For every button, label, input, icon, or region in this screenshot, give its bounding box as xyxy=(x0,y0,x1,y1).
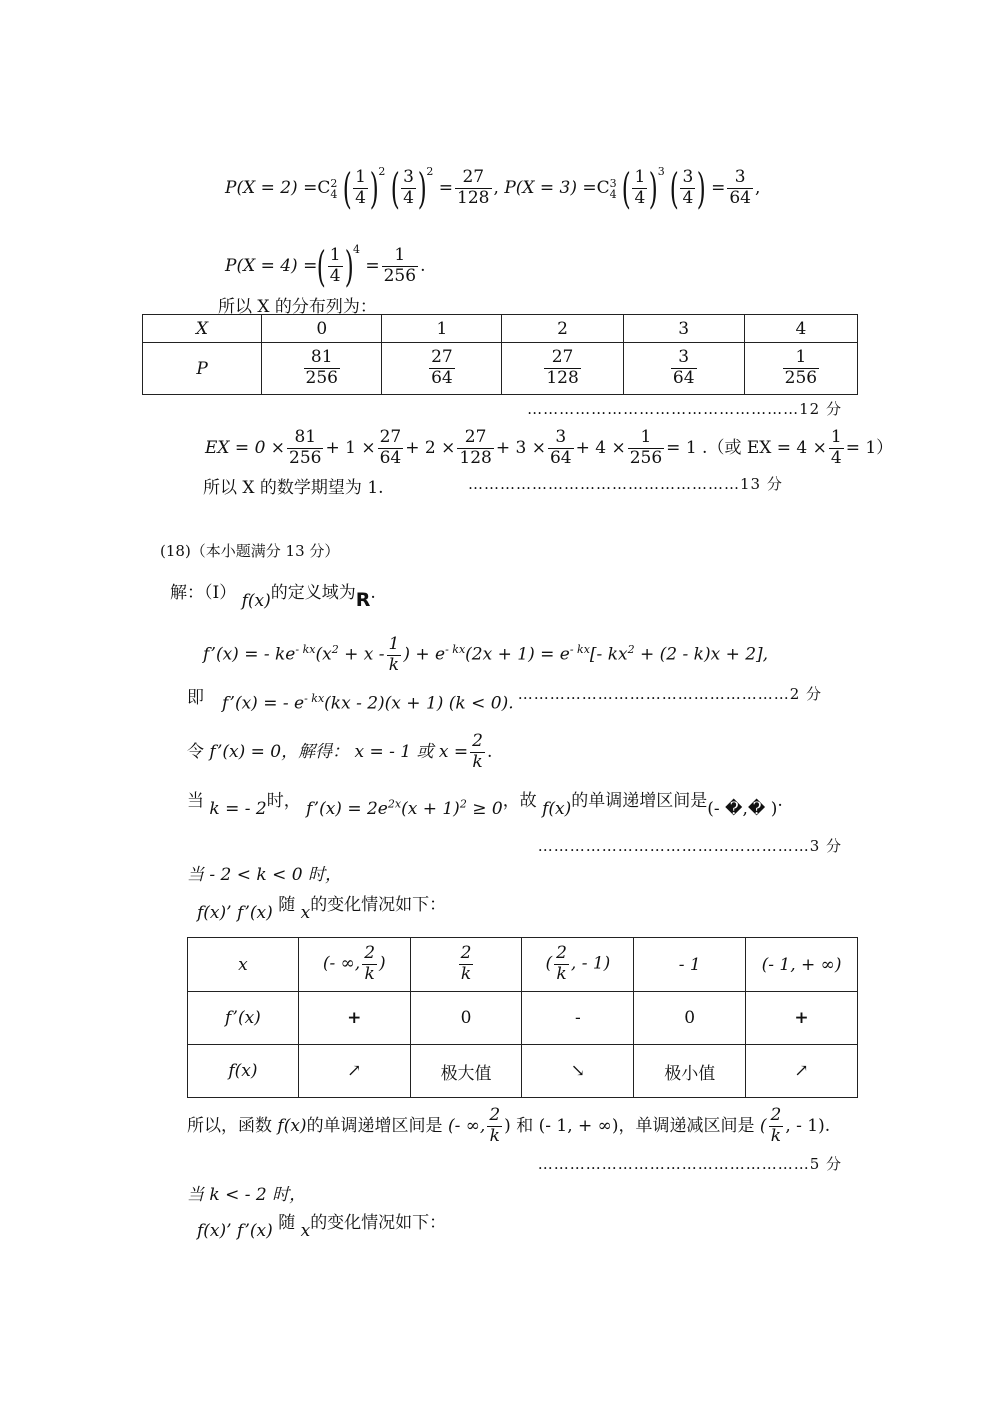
num: 1 xyxy=(382,246,418,267)
table-cell: 极小值 xyxy=(634,1045,746,1098)
den: k xyxy=(472,752,483,772)
critical-points-line xyxy=(187,726,492,778)
table-header-p: P xyxy=(143,343,262,395)
monotonicity-table xyxy=(187,937,858,1098)
interval-frac xyxy=(362,944,377,984)
conclusion-text: 的单调递增区间是 xyxy=(306,1116,443,1136)
case3-text: 的变化情况如下： xyxy=(310,1213,447,1233)
equals: = xyxy=(711,178,726,198)
ex-t3 xyxy=(457,428,493,468)
num: 27 xyxy=(455,168,491,189)
paren-close: ) xyxy=(369,163,379,213)
deriv-part: + (2 - k)x + 2], xyxy=(634,644,769,665)
case1-square: 2 xyxy=(459,797,467,811)
distribution-table xyxy=(142,314,858,395)
period: . xyxy=(420,256,426,276)
num: 2 xyxy=(489,1105,501,1126)
deriv-square: 2 xyxy=(627,643,635,656)
deriv-part: (x xyxy=(315,644,332,665)
deriv-part: ) + e xyxy=(403,644,446,665)
table-cell: 0 xyxy=(410,992,522,1045)
num: 27 xyxy=(457,428,493,449)
num: 2 xyxy=(460,943,472,964)
equals: = xyxy=(438,178,454,198)
deriv2-end: . xyxy=(508,693,514,714)
case1-k: k = - 2 xyxy=(209,799,267,819)
num: 2 xyxy=(472,731,483,752)
deriv2-sup: - kx xyxy=(304,692,325,705)
deriv-sup: - kx xyxy=(569,643,590,656)
interval-post: , - 1) xyxy=(785,1116,825,1136)
interval-frac xyxy=(554,944,569,984)
equals: = xyxy=(303,178,318,198)
num: 81 xyxy=(304,348,340,369)
interval: (- 1, + ∞) xyxy=(538,1116,619,1136)
case3-fx: f(x)’ xyxy=(197,1221,232,1241)
ex-plus: + 3 × xyxy=(495,438,546,458)
num: 27 xyxy=(431,347,453,368)
case1-label: 当 xyxy=(187,791,204,811)
score-13: ……………………………………………13 分 xyxy=(468,475,783,493)
den: 256 xyxy=(383,266,417,286)
p4-lhs: P(X = 4) xyxy=(225,256,298,276)
domain-fx: f(x) xyxy=(241,591,271,611)
num: 3 xyxy=(548,428,574,449)
table-cell: 0 xyxy=(262,315,382,343)
conclusion-fx: f(x) xyxy=(277,1116,307,1136)
deriv-part: + x - xyxy=(338,644,385,665)
den: k xyxy=(388,654,400,675)
num: 2 xyxy=(364,943,376,964)
p3-frac1 xyxy=(632,168,647,208)
ling-label: 令 xyxy=(187,742,204,762)
domain-line xyxy=(170,578,376,611)
table-row xyxy=(188,992,858,1045)
ex-lhs: EX = 0 × xyxy=(205,438,286,458)
num: 1 xyxy=(329,245,341,266)
interval-post: , - 1) xyxy=(570,954,611,974)
domain-end: . xyxy=(370,583,376,603)
equals: = xyxy=(365,256,380,276)
conclusion-end: . xyxy=(824,1116,831,1136)
table-cell xyxy=(502,343,623,395)
prob-line-2 xyxy=(225,220,426,291)
deriv-sup: - kx xyxy=(295,643,316,656)
num: 1 xyxy=(783,348,819,369)
p3-exp1: 3 xyxy=(657,165,665,178)
p2-exp1: 2 xyxy=(378,165,386,178)
table-cell xyxy=(744,343,857,395)
table-row xyxy=(143,315,858,343)
p2-c-sub: 4 xyxy=(330,187,338,201)
problem18-header: (18)（本小题满分 13 分） xyxy=(160,542,340,560)
table-cell: - xyxy=(522,992,634,1045)
ex-alt-end: = 1） xyxy=(845,438,894,458)
dist-intro: 所以 X 的分布列为： xyxy=(218,297,377,317)
p3-frac2 xyxy=(680,168,695,208)
den: 128 xyxy=(546,368,579,388)
den: 256 xyxy=(289,448,322,468)
table-cell xyxy=(623,343,744,395)
case3-intro xyxy=(197,1208,447,1241)
num: 1 xyxy=(634,167,646,188)
den: 64 xyxy=(672,368,695,388)
table-header-interval xyxy=(298,938,410,992)
interval-pre: ( xyxy=(545,954,553,974)
deriv-frac xyxy=(387,635,402,675)
case1-sup: 2x xyxy=(387,797,402,811)
num: 1 xyxy=(355,167,366,188)
num: 3 xyxy=(727,168,753,189)
p2-c: C xyxy=(317,178,331,198)
expectation-conclusion: 所以 X 的数学期望为 1. xyxy=(203,478,384,498)
case2-sui: 随 xyxy=(278,895,296,915)
table-cell: 1 xyxy=(382,315,502,343)
deriv-part: [- kx xyxy=(589,644,628,665)
den: 64 xyxy=(549,448,572,468)
table-header-interval: (- 1, + ∞) xyxy=(746,938,858,992)
ling-end: . xyxy=(486,742,493,762)
den: k xyxy=(770,1126,782,1146)
table-cell: + xyxy=(746,992,858,1045)
paren-open: ( xyxy=(621,163,631,213)
score-2: ……………………………………………2 分 xyxy=(517,685,822,703)
table-cell: ↗ xyxy=(746,1045,858,1098)
case1-shi: 时， xyxy=(266,791,301,811)
den: k xyxy=(364,964,375,984)
p2-c-sup: 2 xyxy=(330,176,338,190)
p2-lhs: P(X = 2) xyxy=(225,178,298,198)
ex-t2 xyxy=(378,428,404,468)
comma: , xyxy=(755,178,761,198)
den: 128 xyxy=(459,448,492,468)
case1-line xyxy=(187,786,783,819)
p2-exp2: 2 xyxy=(426,165,434,178)
expectation-line xyxy=(205,420,893,476)
den: k xyxy=(556,964,567,984)
table-row xyxy=(143,343,858,395)
den: 256 xyxy=(305,368,338,388)
deriv-lhs: f’(x) = - ke xyxy=(203,644,296,665)
num: 1 xyxy=(628,428,664,449)
score-5: ……………………………………………5 分 xyxy=(537,1155,842,1173)
paren-close: ) xyxy=(344,241,354,291)
ex-alt xyxy=(829,428,844,468)
ex-t1 xyxy=(287,428,323,468)
case1-gu: ，故 xyxy=(502,791,537,811)
ex-t5 xyxy=(628,428,664,468)
den: 4 xyxy=(634,188,646,208)
table-row xyxy=(188,938,858,992)
num: 3 xyxy=(682,167,694,188)
row-label-fpx: f’(x) xyxy=(188,992,299,1045)
point-frac xyxy=(459,944,474,984)
table-row xyxy=(188,1045,858,1098)
domain-r: R xyxy=(355,589,371,611)
interval-post: ) xyxy=(504,1116,511,1136)
table-cell: 极大值 xyxy=(410,1045,522,1098)
paren-open: ( xyxy=(390,163,400,213)
p3-result xyxy=(727,168,753,208)
case3-sui: 随 xyxy=(278,1213,296,1233)
comma: , xyxy=(493,178,499,198)
num: 27 xyxy=(544,348,580,369)
ex-plus: + 2 × xyxy=(405,438,456,458)
p-frac xyxy=(304,348,340,388)
table-cell: ↘ xyxy=(522,1045,634,1098)
p3-c-sub: 4 xyxy=(609,187,617,201)
case3-fpx: f’(x) xyxy=(236,1221,273,1241)
den: 4 xyxy=(682,188,694,208)
p3-lhs: P(X = 3) xyxy=(504,178,577,198)
den: 4 xyxy=(403,188,414,208)
den: 64 xyxy=(431,368,453,388)
case2-intro xyxy=(197,890,447,923)
paren-close: ) xyxy=(648,163,658,213)
deriv-square: 2 xyxy=(331,643,339,656)
ling-eq: f’(x) = 0，解得： xyxy=(209,742,350,762)
p-frac xyxy=(783,348,819,388)
table-cell: 4 xyxy=(744,315,857,343)
prob-line-1 xyxy=(225,142,761,213)
case1-eq2: (x + 1) xyxy=(401,799,460,819)
table-cell: + xyxy=(298,992,410,1045)
den: k xyxy=(489,1126,500,1146)
ex-t4 xyxy=(548,428,574,468)
p2-frac1 xyxy=(353,168,368,208)
case1-end: . xyxy=(777,791,783,811)
p-frac xyxy=(671,348,697,388)
table-header-interval xyxy=(522,938,634,992)
equals: = xyxy=(303,256,318,276)
equals: = xyxy=(582,178,597,198)
score-12: ……………………………………………12 分 xyxy=(527,400,842,418)
den: 64 xyxy=(729,188,751,208)
case3-label: 当 k < - 2 时， xyxy=(187,1185,307,1205)
table-cell: 0 xyxy=(634,992,746,1045)
ex-plus: + 1 × xyxy=(325,438,376,458)
deriv-part: (2x + 1) = e xyxy=(465,644,570,665)
p4-exp: 4 xyxy=(352,243,360,256)
interval-pre: (- ∞, xyxy=(322,954,361,974)
case1-eq3: ≥ 0 xyxy=(466,799,503,819)
den: k xyxy=(460,964,472,984)
den: 4 xyxy=(830,448,842,468)
score-3: ……………………………………………3 分 xyxy=(537,837,842,855)
p3-c: C xyxy=(596,178,610,198)
conclusion-he: 和 xyxy=(516,1116,534,1136)
monotonicity-conclusion xyxy=(187,1100,830,1152)
num: 27 xyxy=(379,427,402,448)
derivative-factored xyxy=(222,692,514,714)
p-frac xyxy=(544,348,580,388)
p2-result xyxy=(455,168,491,208)
ling-sol: x = - 1 或 x = xyxy=(354,742,469,762)
num: 2 xyxy=(770,1105,782,1126)
table-cell: 2 xyxy=(502,315,623,343)
row-label-fx: f(x) xyxy=(188,1045,299,1098)
case2-fpx: f’(x) xyxy=(236,903,273,923)
den: 4 xyxy=(329,266,341,286)
case2-label: 当 - 2 < k < 0 时， xyxy=(187,865,342,885)
interval-post: ) xyxy=(379,954,386,974)
den: 256 xyxy=(784,368,818,388)
case1-text: 的单调递增区间是 xyxy=(571,791,708,811)
case2-text: 的变化情况如下： xyxy=(310,895,447,915)
case1-interval: (- �,� ) xyxy=(707,799,778,819)
solve-label: 解：（Ⅰ） xyxy=(170,583,237,603)
paren-open: ( xyxy=(342,163,352,213)
num: 1 xyxy=(388,634,400,655)
ex-end: = 1 .（或 EX = 4 × xyxy=(666,438,827,458)
ex-plus: + 4 × xyxy=(575,438,626,458)
p4-frac xyxy=(328,246,343,286)
case2-fx: f(x)’ xyxy=(197,903,232,923)
paren-open: ( xyxy=(317,241,327,291)
table-header-x: X xyxy=(143,315,262,343)
interval-pre: ( xyxy=(759,1116,767,1136)
num: 1 xyxy=(830,427,842,448)
num: 3 xyxy=(403,167,414,188)
paren-open: ( xyxy=(669,163,679,213)
domain-text: 的定义域为 xyxy=(270,583,356,603)
interval-pre: (- ∞, xyxy=(447,1116,486,1136)
den: 64 xyxy=(379,448,402,468)
deriv-sup: - kx xyxy=(445,643,466,656)
case1-eq: f’(x) = 2e xyxy=(306,799,388,819)
table-cell: 3 xyxy=(623,315,744,343)
deriv2: f’(x) = - e xyxy=(222,693,305,714)
conclusion-text: ，单调递减区间是 xyxy=(618,1116,755,1136)
den: 256 xyxy=(629,448,663,468)
paren-close: ) xyxy=(417,163,427,213)
interval-frac xyxy=(487,1106,502,1146)
derivative-line xyxy=(203,622,768,678)
case1-fx: f(x) xyxy=(542,799,572,819)
case3-x: x xyxy=(300,1221,311,1241)
num: 81 xyxy=(287,428,323,449)
p2-frac2 xyxy=(401,168,416,208)
paren-close: ) xyxy=(697,163,707,213)
table-cell xyxy=(262,343,382,395)
ji-label: 即 xyxy=(187,688,204,708)
p-frac xyxy=(429,348,455,388)
table-header-x: x xyxy=(188,938,299,992)
interval-frac xyxy=(769,1106,784,1146)
table-header-point xyxy=(410,938,522,992)
den: 4 xyxy=(355,188,366,208)
table-header-point: - 1 xyxy=(634,938,746,992)
p3-c-sup: 3 xyxy=(609,176,617,190)
table-cell: ↗ xyxy=(298,1045,410,1098)
den: 128 xyxy=(457,188,490,208)
num: 2 xyxy=(556,943,567,964)
p4-result xyxy=(382,246,418,286)
num: 3 xyxy=(671,348,697,369)
deriv2-rest: (kx - 2)(x + 1) (k < 0) xyxy=(324,693,509,714)
conclusion-pre: 所以，函数 xyxy=(187,1116,272,1136)
case2-x: x xyxy=(300,903,311,923)
ling-frac xyxy=(470,732,485,772)
table-cell xyxy=(382,343,502,395)
